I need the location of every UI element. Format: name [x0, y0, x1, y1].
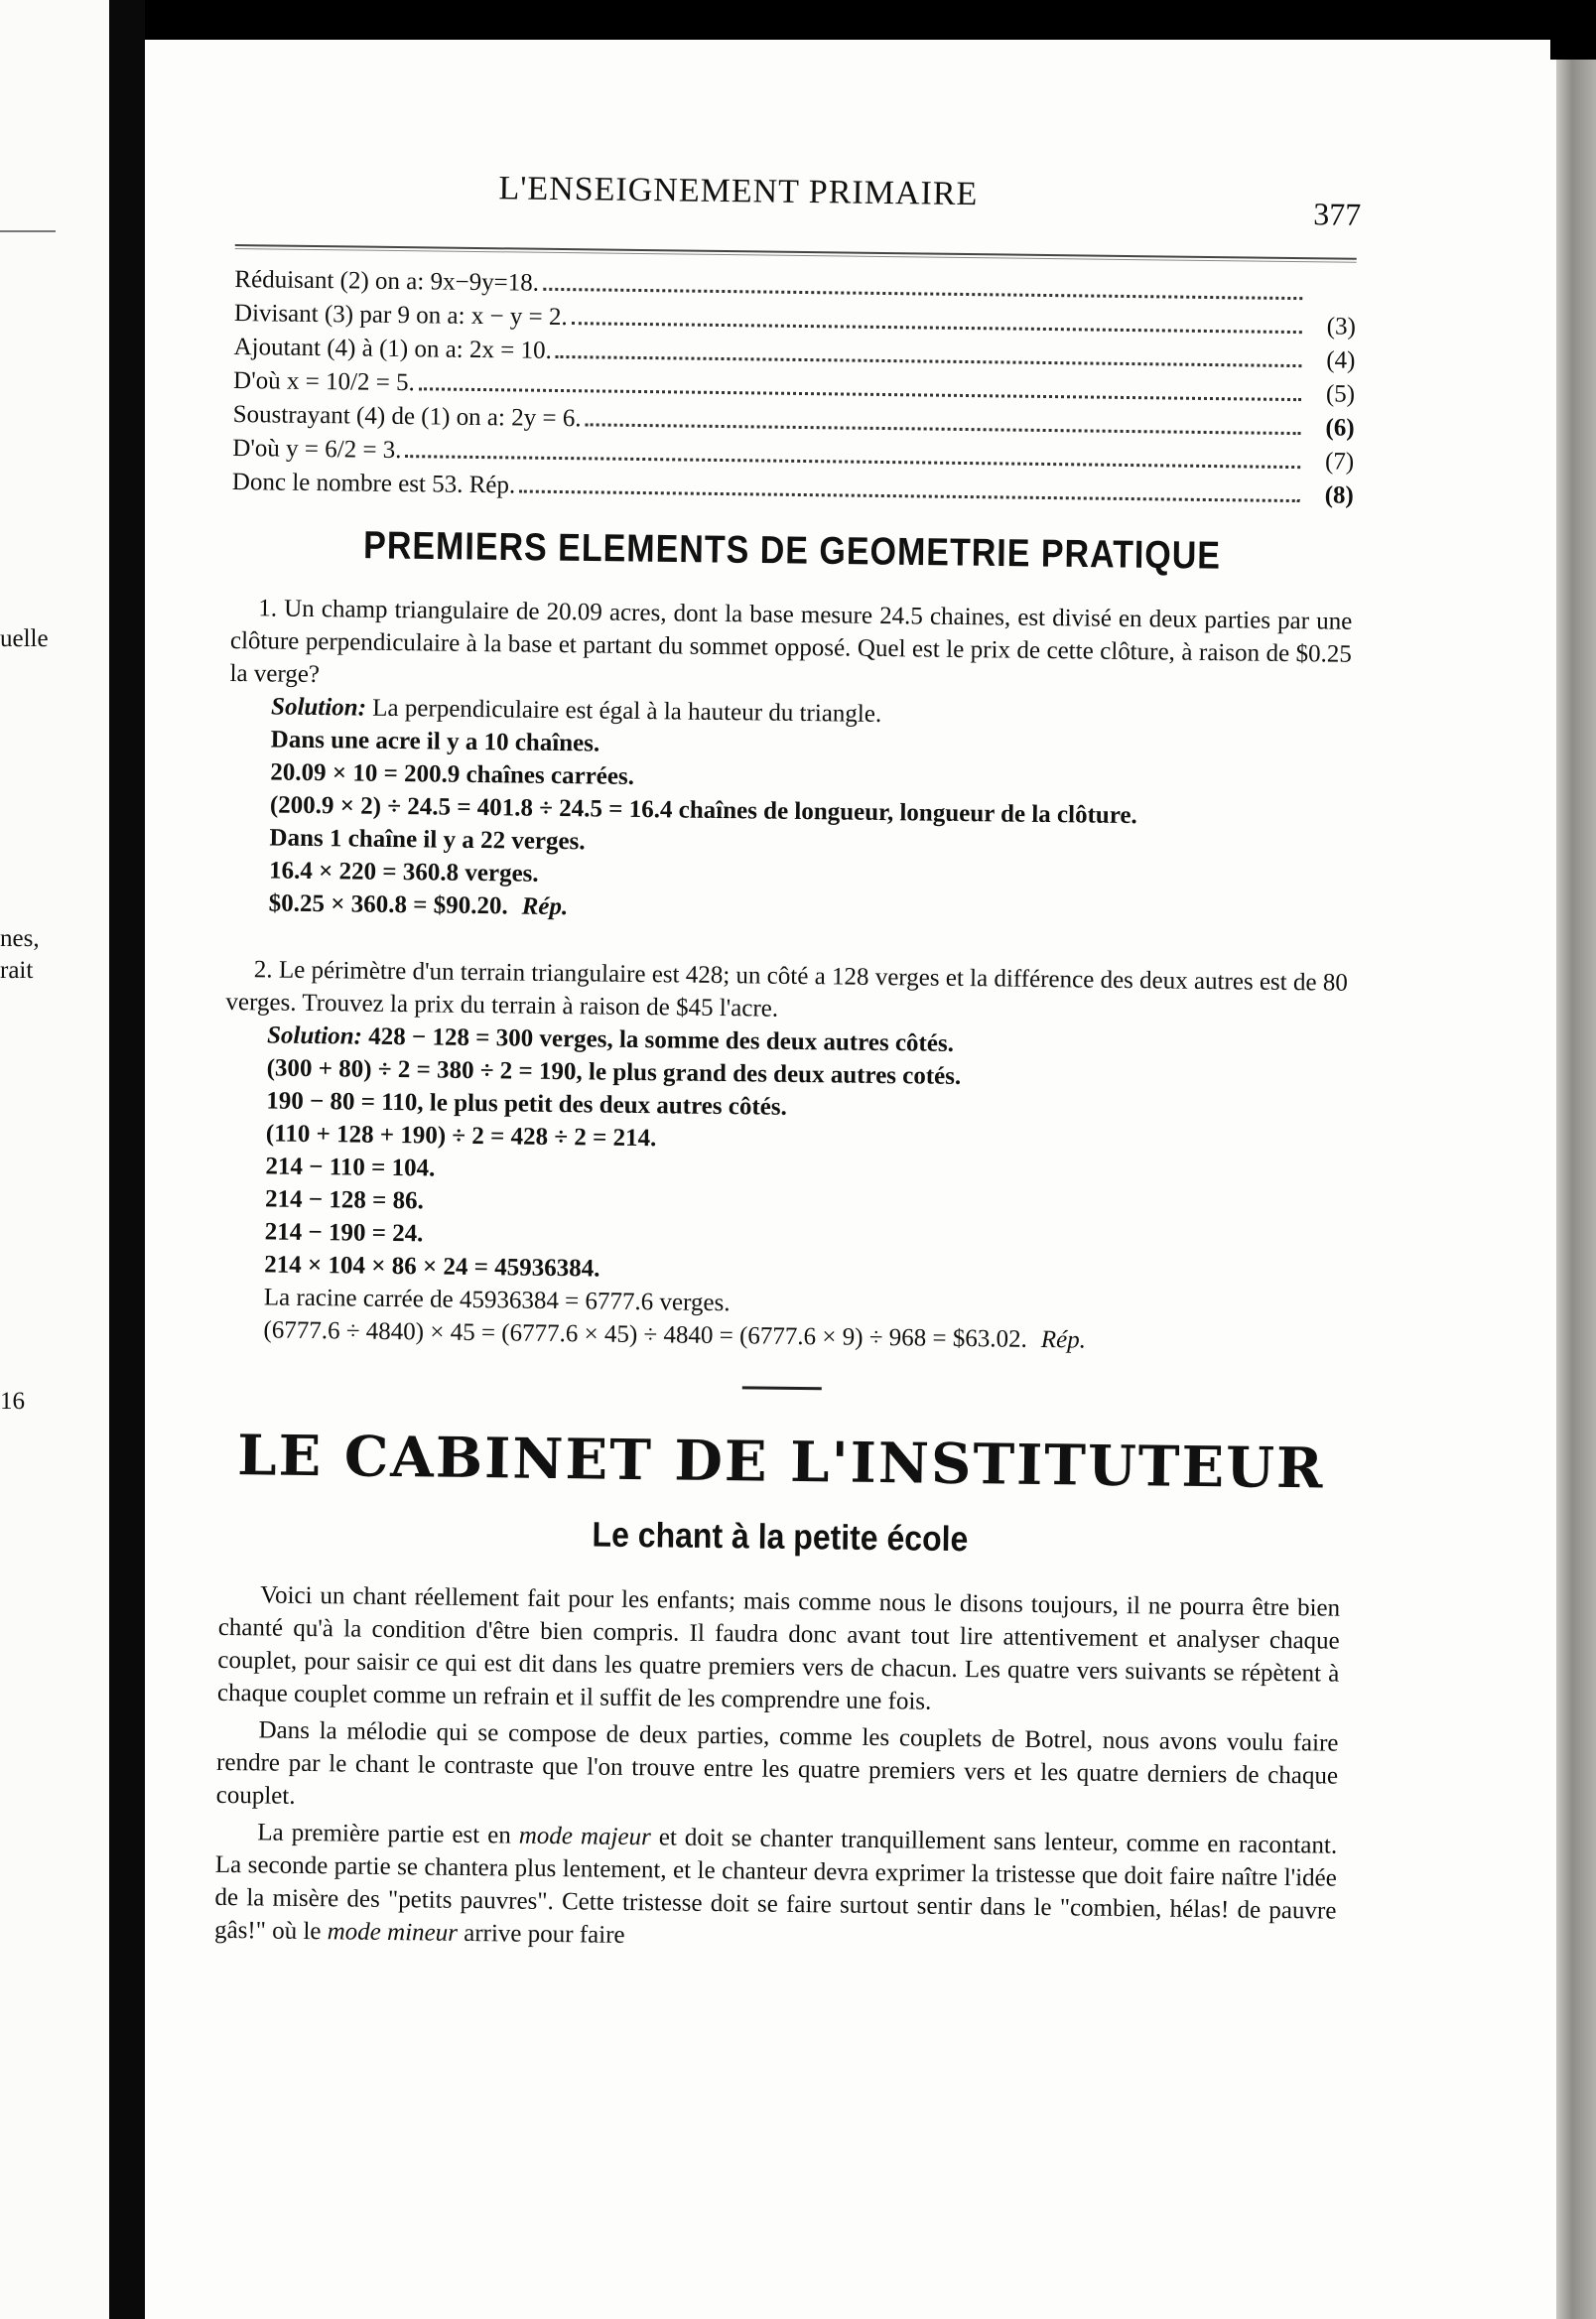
- left-page-fragment: nes,: [0, 925, 40, 952]
- equation-text: Réduisant (2) on a: 9x−9y=18.: [234, 265, 540, 297]
- answer-marker: Rép.: [1040, 1325, 1087, 1354]
- solution-line: (300 + 80) ÷ 2 = 380 ÷ 2 = 190, le plus grand des deux autres cotés.: [266, 1054, 962, 1090]
- dot-leader: [543, 288, 1302, 300]
- paragraph-text: La première partie est en: [257, 1819, 519, 1849]
- running-header: [235, 149, 1362, 234]
- solution-line: 214 − 190 = 24.: [264, 1218, 424, 1248]
- dot-leader: [519, 490, 1300, 503]
- problem-2: [221, 953, 1348, 1360]
- solution-line: 214 × 104 × 86 × 24 = 45936384.: [264, 1251, 600, 1283]
- solution-line: $0.25 × 360.8 = $90.20.: [268, 889, 508, 920]
- equation-number: [1312, 300, 1356, 301]
- paragraph-emphasis: mode mineur: [327, 1918, 459, 1947]
- solution-label: Solution:: [266, 1022, 363, 1050]
- solution-line: 16.4 × 220 = 360.8 verges.: [268, 857, 539, 887]
- equation-text: Ajoutant (4) à (1) on a: 2x = 10.: [233, 333, 552, 364]
- equation-number: (6): [1325, 414, 1355, 442]
- solution-line: 214 − 110 = 104.: [265, 1153, 436, 1182]
- left-page-fragment: 16: [0, 1388, 25, 1415]
- dot-leader: [572, 322, 1302, 334]
- page-stack-edge: [1556, 50, 1596, 2319]
- dot-leader: [585, 423, 1300, 435]
- equation-text: D'où y = 6/2 = 3.: [232, 434, 402, 465]
- paragraph-text: arrive pour faire: [457, 1919, 625, 1949]
- equation-number: (8): [1324, 481, 1354, 509]
- scan-border: [1550, 0, 1596, 60]
- left-page-fragment: uelle: [0, 625, 49, 652]
- solution-line: La racine carrée de 45936384 = 6777.6 verges.: [263, 1284, 731, 1317]
- paragraph-text: et doit se chanter tranquillement sans lenteur, comme en racontant. La seconde partie se chantera plus lentement, et le chanteur devra exprimer la tristesse que doit faire naître l'idée de la misère des "petits pauvres". Cette tristesse doit se faire surtout sentir dans le "combien, hélas! de pauvre gâs!" où le: [213, 1824, 1338, 1946]
- section-separator: [742, 1386, 822, 1390]
- left-page-rule: [0, 230, 56, 232]
- cabinet-subtitle: Le chant à la petite école: [592, 1514, 969, 1559]
- equation-text: Soustrayant (4) de (1) on a: 2y = 6.: [232, 400, 582, 433]
- equation-number: (5): [1325, 380, 1356, 408]
- equation-number: (3): [1326, 313, 1357, 341]
- solution-line: 190 − 80 = 110, le plus petit des deux autres côtés.: [266, 1087, 787, 1121]
- equation-list: [232, 263, 1357, 513]
- equation-text: Divisant (3) par 9 on a: x − y = 2.: [233, 299, 568, 332]
- solution-line: 428 − 128 = 300 verges, la somme des deux autres côtés.: [368, 1023, 955, 1057]
- dot-leader: [405, 455, 1300, 469]
- header-rule: [235, 244, 1357, 263]
- cabinet-title: LE CABINET DE L'INSTITUTEUR: [236, 1423, 1325, 1502]
- equation-number: (4): [1326, 346, 1356, 374]
- left-page-fragment: rait: [0, 957, 34, 984]
- equation-number: (7): [1324, 448, 1355, 476]
- solution-line: (6777.6 ÷ 4840) × 45 = (6777.6 × 45) ÷ 4840 = (6777.6 × 9) ÷ 968 = $63.02.: [263, 1316, 1028, 1353]
- solution-line: Dans 1 chaîne il y a 22 verges.: [269, 824, 586, 856]
- dot-leader: [556, 355, 1302, 367]
- solution-line: 214 − 128 = 86.: [264, 1185, 424, 1215]
- solution-label: Solution:: [270, 693, 367, 722]
- page-content: [213, 149, 1362, 1965]
- paragraph-emphasis: mode majeur: [518, 1822, 651, 1851]
- dot-leader: [419, 387, 1301, 401]
- problem-1: [227, 592, 1353, 933]
- section-heading: PREMIERS ELEMENTS DE GEOMETRIE PRATIQUE: [362, 523, 1222, 578]
- body-paragraph: Dans la mélodie qui se compose de deux parties, comme les couplets de Botrel, nous avons voulu faire rendre par le chant le contraste que l'on trouve entre les quatre premiers vers et les quatre derniers de chaque couplet.: [215, 1716, 1339, 1810]
- body-paragraph-last: [214, 1816, 1338, 1961]
- solution-line: 20.09 × 10 = 200.9 chaînes carrées.: [270, 758, 635, 790]
- solution-line: (110 + 128 + 190) ÷ 2 = 428 ÷ 2 = 214.: [265, 1120, 657, 1153]
- solution-line: La perpendiculaire est égal à la hauteur du triangle.: [372, 694, 882, 728]
- body-paragraph: Voici un chant réellement fait pour les enfants; mais comme nous le disons toujours, il ne pourra être bien chanté qu'à la condition d'être bien compris. Il faudra donc avant tout lire attentivement et analyser chaque couplet, pour saisir ce qui est dit dans les quatre premiers vers de chacun. Les quatre vers suivants se répètent à chaque couplet comme un refrain et il suffit de les comprendre une fois.: [216, 1581, 1341, 1715]
- equation-text: D'où x = 10/2 = 5.: [232, 366, 416, 397]
- page-number: 377: [1313, 196, 1362, 232]
- answer-marker: Rép.: [521, 892, 569, 921]
- book-gutter: [109, 0, 145, 2319]
- solution-line: Dans une acre il y a 10 chaînes.: [270, 726, 600, 757]
- left-page-edge: [0, 0, 109, 2319]
- solution-line: (200.9 × 2) ÷ 24.5 = 401.8 ÷ 24.5 = 16.4 chaînes de longueur, longueur de la clôture.: [269, 791, 1137, 830]
- problem-statement: 1. Un champ triangulaire de 20.09 acres, dont la base mesure 24.5 chaines, est divisé en deux parties par une clôture perpendiculaire à la base et partant du sommet opposé. Quel est le prix de cette clôture, à raison de $0.25 la verge?: [229, 595, 1353, 689]
- problem-statement: 2. Le périmètre d'un terrain triangulaire est 428; un côté a 128 verges et la différence des deux autres est de 80 verges. Trouvez la prix du terrain à raison de $45 l'acre.: [225, 956, 1348, 1023]
- equation-text: Donc le nombre est 53. Rép.: [231, 468, 516, 499]
- running-title: L'ENSEIGNEMENT PRIMAIRE: [498, 170, 979, 213]
